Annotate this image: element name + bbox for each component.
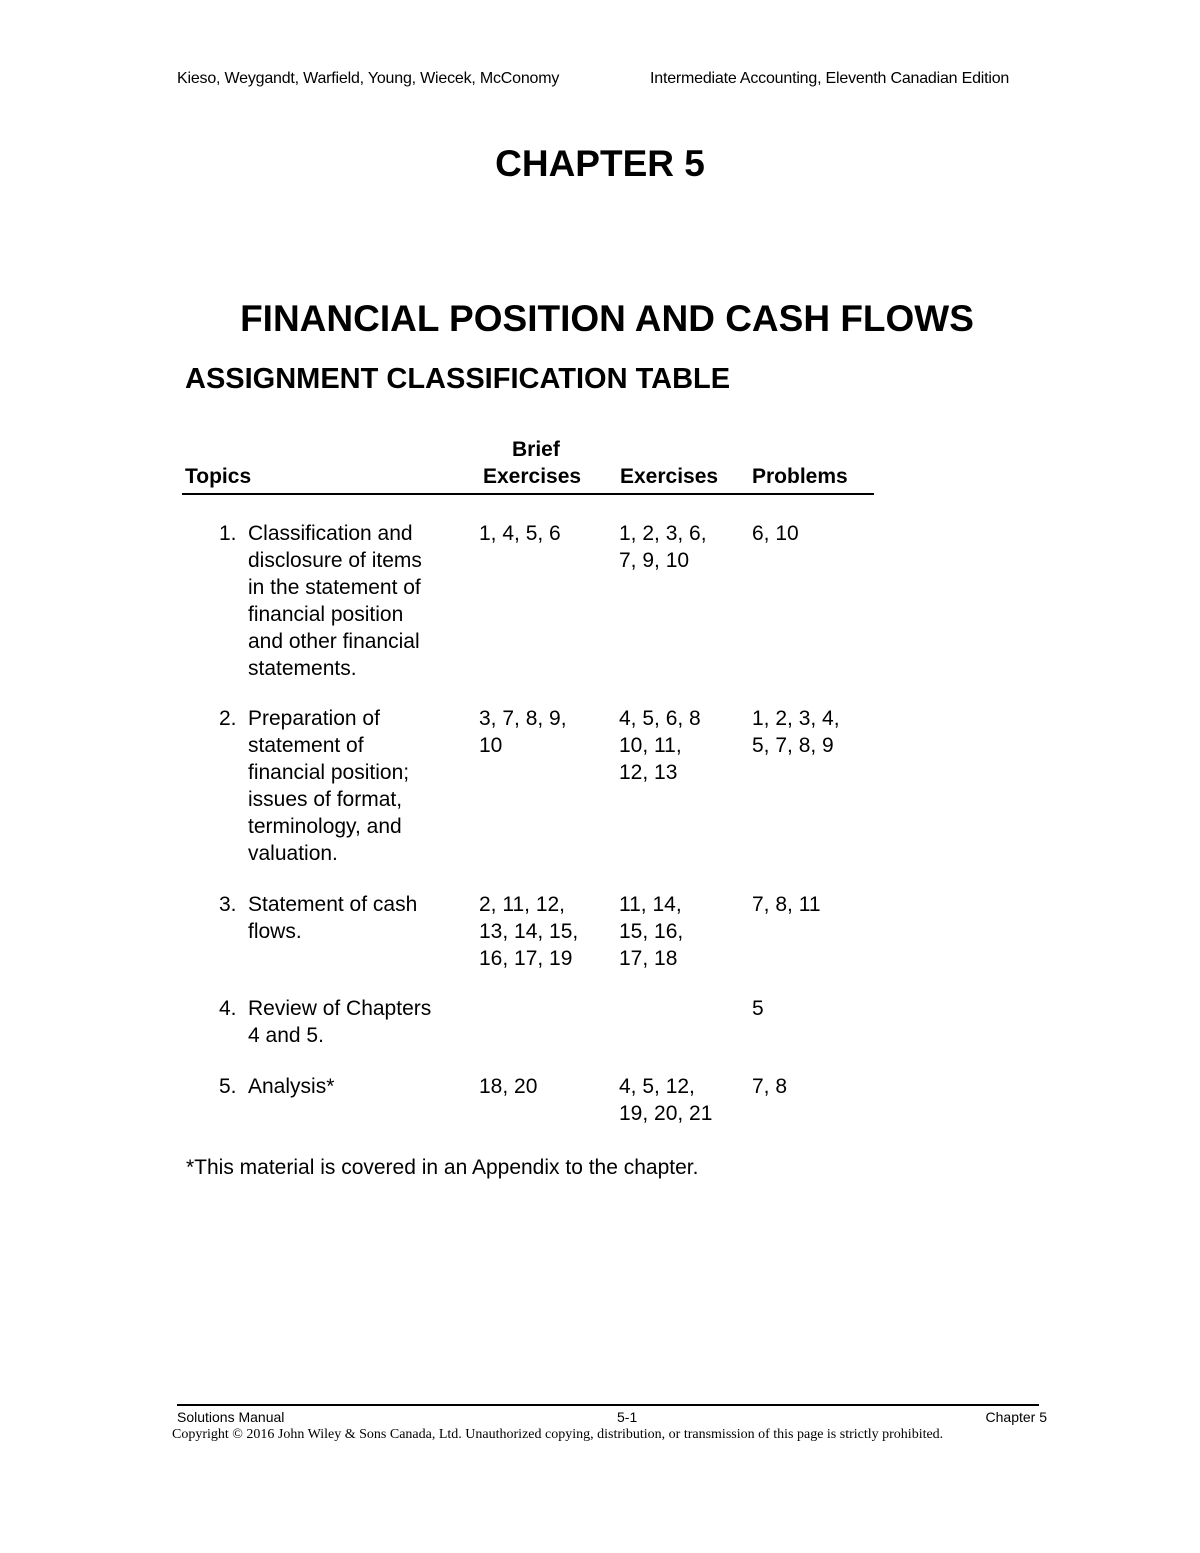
header-topics: Topics bbox=[185, 465, 252, 488]
topic-line: terminology, and bbox=[248, 815, 402, 838]
topic-number: 5. bbox=[219, 1075, 237, 1098]
topic-line: statement of bbox=[248, 734, 364, 757]
exercises-line: 10, 11, bbox=[619, 734, 682, 757]
problems-line: 6, 10 bbox=[752, 522, 799, 545]
exercises-cell bbox=[619, 1073, 749, 1127]
footer-right: Chapter 5 bbox=[985, 1409, 1047, 1425]
topic-line: and other financial bbox=[248, 630, 420, 653]
header-divider bbox=[182, 493, 874, 495]
section-title: ASSIGNMENT CLASSIFICATION TABLE bbox=[185, 363, 731, 395]
topic-number: 4. bbox=[219, 997, 237, 1020]
problems-line: 7, 8, 11 bbox=[752, 893, 821, 916]
topic-cell bbox=[248, 891, 468, 945]
topic-line: Preparation of bbox=[248, 707, 380, 730]
topic-number: 2. bbox=[219, 707, 237, 730]
problems-cell bbox=[752, 891, 882, 918]
header-brief-line2: Exercises bbox=[483, 465, 582, 488]
footer-divider bbox=[177, 1404, 1039, 1406]
problems-cell bbox=[752, 995, 882, 1022]
exercises-line: 4, 5, 6, 8 bbox=[619, 707, 701, 730]
topic-line: Review of Chapters bbox=[248, 997, 432, 1020]
brief-line: 16, 17, 19 bbox=[479, 947, 573, 970]
topic-line: financial position bbox=[248, 603, 404, 626]
brief-cell bbox=[479, 705, 609, 759]
header-exercises: Exercises bbox=[620, 465, 719, 488]
chapter-number: CHAPTER 5 bbox=[495, 143, 705, 184]
brief-line: 10 bbox=[479, 734, 503, 757]
topic-cell bbox=[248, 1073, 468, 1100]
copyright-notice: Copyright © 2016 John Wiley & Sons Canada, Ltd. Unauthorized copying, distribution, or transmission of this page is strictly prohibited. bbox=[172, 1427, 944, 1442]
exercises-cell bbox=[619, 520, 749, 574]
topic-line: in the statement of bbox=[248, 576, 421, 599]
brief-cell bbox=[479, 1073, 609, 1100]
topic-cell bbox=[248, 995, 468, 1049]
exercises-line: 12, 13 bbox=[619, 761, 678, 784]
problems-cell bbox=[752, 1073, 882, 1100]
problems-cell bbox=[752, 520, 882, 547]
topic-line: valuation. bbox=[248, 842, 338, 865]
topic-line: Analysis* bbox=[248, 1075, 335, 1098]
header-authors: Kieso, Weygandt, Warfield, Young, Wiecek, McConomy bbox=[177, 70, 560, 87]
exercises-line: 15, 16, bbox=[619, 920, 684, 943]
topic-line: Classification and bbox=[248, 522, 413, 545]
exercises-line: 4, 5, 12, bbox=[619, 1075, 695, 1098]
topic-line: financial position; bbox=[248, 761, 410, 784]
header-problems: Problems bbox=[752, 465, 848, 488]
brief-line: 13, 14, 15, bbox=[479, 920, 579, 943]
topic-line: disclosure of items bbox=[248, 549, 422, 572]
footer bbox=[177, 1409, 1047, 1427]
problems-line: 1, 2, 3, 4, bbox=[752, 707, 840, 730]
topic-cell bbox=[248, 520, 468, 682]
exercises-line: 7, 9, 10 bbox=[619, 549, 690, 572]
exercises-line: 17, 18 bbox=[619, 947, 678, 970]
exercises-cell bbox=[619, 705, 749, 786]
footer-left: Solutions Manual bbox=[177, 1409, 285, 1425]
topic-line: flows. bbox=[248, 920, 302, 943]
topic-line: Statement of cash bbox=[248, 893, 418, 916]
problems-line: 5 bbox=[752, 997, 764, 1020]
problems-line: 7, 8 bbox=[752, 1075, 788, 1098]
brief-line: 3, 7, 8, 9, bbox=[479, 707, 567, 730]
problems-line: 5, 7, 8, 9 bbox=[752, 734, 834, 757]
topic-number: 3. bbox=[219, 893, 237, 916]
brief-line: 18, 20 bbox=[479, 1075, 538, 1098]
brief-cell bbox=[479, 520, 609, 547]
header-book-title: Intermediate Accounting, Eleventh Canadian Edition bbox=[650, 70, 1010, 87]
topic-line: issues of format, bbox=[248, 788, 403, 811]
exercises-cell bbox=[619, 891, 749, 972]
topic-line: statements. bbox=[248, 657, 357, 680]
header-brief-line1: Brief bbox=[512, 438, 560, 461]
topic-cell bbox=[248, 705, 468, 867]
exercises-line: 11, 14, bbox=[619, 893, 682, 916]
brief-cell bbox=[479, 891, 609, 972]
topic-line: 4 and 5. bbox=[248, 1024, 324, 1047]
footnote: *This material is covered in an Appendix to the chapter. bbox=[186, 1156, 699, 1179]
chapter-title: FINANCIAL POSITION AND CASH FLOWS bbox=[240, 298, 974, 339]
exercises-line: 19, 20, 21 bbox=[619, 1102, 713, 1125]
exercises-line: 1, 2, 3, 6, bbox=[619, 522, 707, 545]
brief-line: 2, 11, 12, bbox=[479, 893, 566, 916]
topic-number: 1. bbox=[219, 522, 237, 545]
brief-line: 1, 4, 5, 6 bbox=[479, 522, 561, 545]
problems-cell bbox=[752, 705, 882, 759]
page-number: 5-1 bbox=[617, 1409, 638, 1425]
